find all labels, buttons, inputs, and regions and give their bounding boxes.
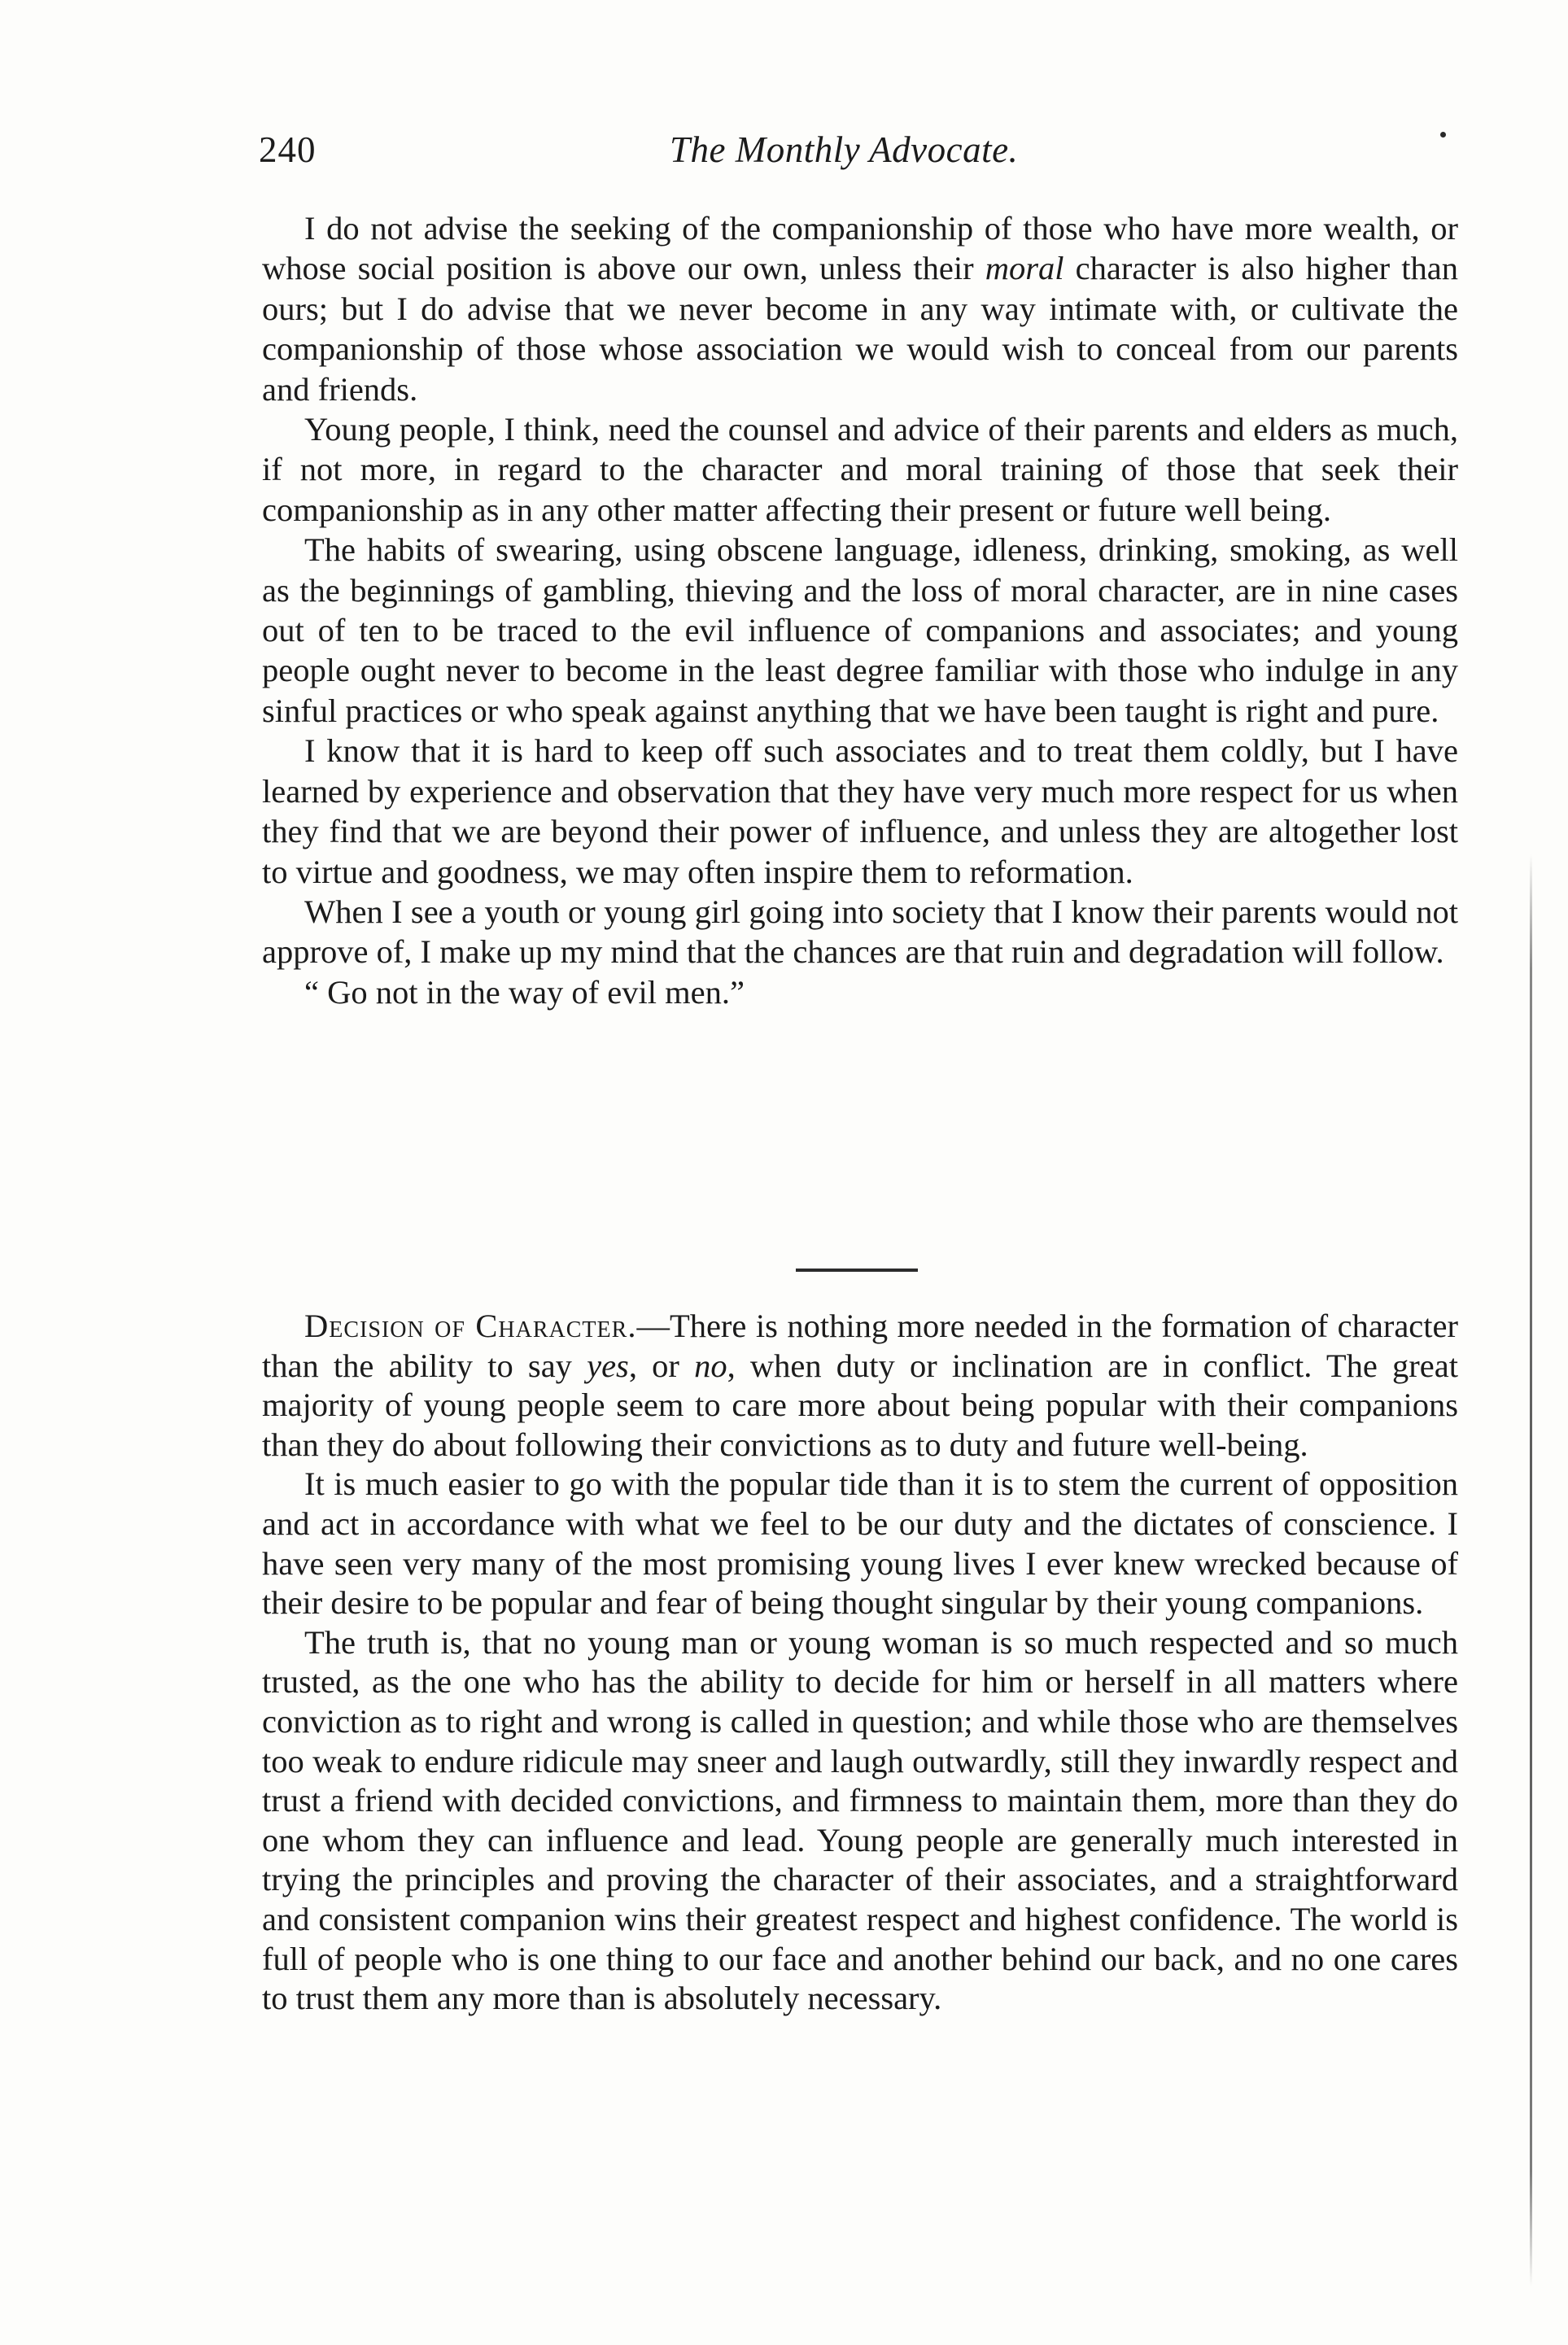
paragraph: The habits of swearing, using obscene language, idleness, drinking, smoking, as well as the beginnings of gambling, thieving and the loss of moral character, are in nine cases out of ten to be traced to the evil influence of companions and associates; and young people ought never to become in the least degree familiar with those who indulge in any sinful practices or who speak against anything that we have been taught is right and pure. xyxy=(262,531,1458,729)
section-divider xyxy=(796,1269,918,1272)
paragraph: I know that it is hard to keep off such associates and to treat them coldly, but I have learned by experience and observation that they have very much more respect for us when they find that we are beyond their power of influence, and unless they are altogether lost to virtue and goodness, we may often inspire them to reformation. xyxy=(262,732,1458,890)
paragraph-text: I do not advise the seeking of the companionship of those who have more wealth, or whose social position is above our own, unless their xyxy=(262,210,1458,287)
paragraph xyxy=(262,1307,1458,1465)
page-number: 240 xyxy=(259,129,317,170)
paragraph: Young people, I think, need the counsel and advice of their parents and elders as much, if not more, in regard to the character and moral training of those that seek their companionship as in any other matter affecting their present or future well being. xyxy=(262,411,1458,528)
print-speck xyxy=(1440,132,1446,138)
page-edge-shadow xyxy=(1530,854,1532,2286)
emphasis-moral: moral xyxy=(985,250,1064,287)
article-companions xyxy=(262,208,1458,1012)
quotation: “ Go not in the way of evil men.” xyxy=(304,973,745,1011)
emphasis-yes: yes xyxy=(587,1347,629,1384)
paragraph-text: —There is nothing more needed in the formation of character than the ability to say xyxy=(262,1308,1458,1384)
page-header xyxy=(259,129,1463,177)
paragraph-text: , when duty or inclination are in conflict. The great majority of young people seem to care more about being popular with their companions than they do about following their convictions as to duty and future well-being. xyxy=(262,1347,1458,1463)
paragraph: When I see a youth or young girl going into society that I know their parents would not approve of, I make up my mind that the chances are that ruin and degradation will follow. xyxy=(262,893,1458,971)
paragraph-text: , or xyxy=(628,1347,695,1384)
paragraph xyxy=(262,208,1458,409)
paragraph-text: character is also higher than ours; but I do advise that we never become in any way intimate with, or cultivate the companionship of those whose association we would wish to conceal from our parents and friends. xyxy=(262,250,1458,408)
running-title: The Monthly Advocate. xyxy=(670,129,1019,170)
paragraph: The truth is, that no young man or young woman is so much respected and so much trusted, as the one who has the ability to decide for him or herself in all matters where conviction as to right and wrong is called in question; and while those who are themselves too weak to endure ridicule may sneer and laugh outwardly, still they inwardly respect and trust a friend with decided convictions, and firmness to maintain them, more than they do one whom they can influence and lead. Young people are generally much interested in trying the principles and proving the character of their associates, and a straightforward and consistent companion wins their greatest respect and highest confidence. The world is full of people who is one thing to our face and another behind our back, and no one cares to trust them any more than is absolutely necessary. xyxy=(262,1623,1458,2017)
section-heading: Decision of Character. xyxy=(304,1308,637,1344)
emphasis-no: no xyxy=(694,1347,727,1384)
paragraph: It is much easier to go with the popular tide than it is to stem the current of opposition and act in accordance with what we feel to be our duty and the dictates of conscience. I have seen very many of the most promising young lives I ever knew wrecked because of their desire to be popular and fear of being thought singular by their young companions. xyxy=(262,1465,1458,1622)
article-decision-of-character xyxy=(262,1307,1458,2019)
